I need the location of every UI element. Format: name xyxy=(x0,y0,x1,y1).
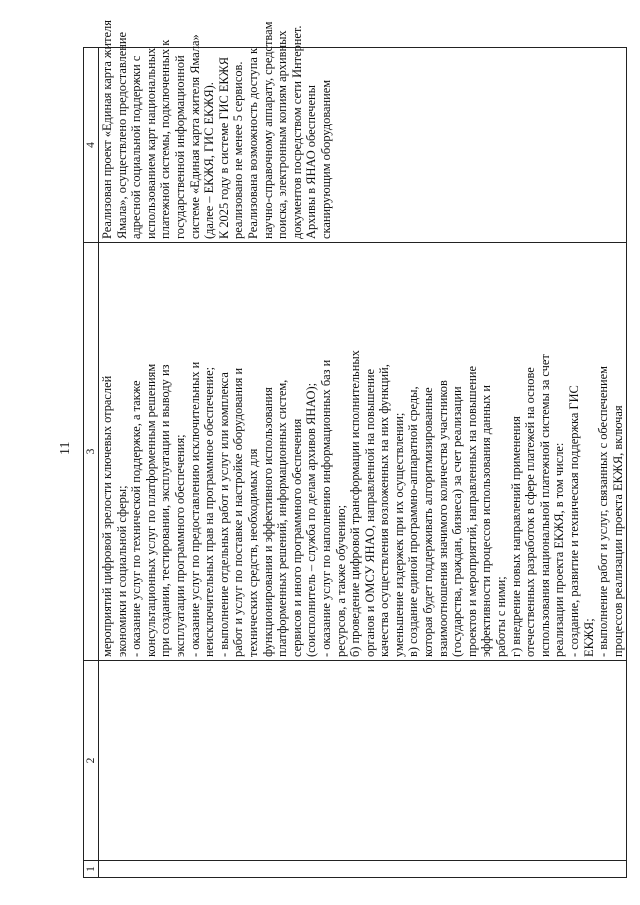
activity-line: (государства, граждан, бизнеса) за счет реализации xyxy=(450,386,465,657)
results-text xyxy=(100,20,334,239)
activity-line: отечественных разработок в сфере платежей на основе xyxy=(523,367,538,657)
activity-line: функционирования и эффективного использования xyxy=(260,387,275,657)
activity-line: проектов и мероприятий, направленных на повышение xyxy=(464,366,479,657)
table-header-row xyxy=(84,48,99,878)
activity-line: (соисполнитель – служба по делам архивов ЯНАО); xyxy=(304,382,319,657)
activity-line: г) внедрение новых направлений применения xyxy=(508,416,523,657)
result-line: К 2025 году в системе ГИС ЕКЖЯ xyxy=(216,56,231,239)
cell-col-4 xyxy=(99,20,627,243)
activity-line: реализации проекта ЕКЖЯ, в том числе: xyxy=(552,442,567,657)
activity-line: уменьшение издержек при их осуществлении; xyxy=(391,412,406,657)
table-row xyxy=(99,48,627,878)
result-line: Архивы в ЯНАО обеспечены xyxy=(304,85,319,239)
activity-line: процессов реализации проекта ЕКЖЯ, включая xyxy=(610,405,625,657)
activity-line: б) проведение цифровой трансформации исполнительных xyxy=(348,350,363,657)
activity-line: органов и ОМСУ ЯНАО, направленной на повышение xyxy=(362,369,377,657)
activity-line: мероприятий цифровой зрелости ключевых отраслей xyxy=(100,375,114,657)
result-line: реализовано не менее 5 сервисов. xyxy=(231,61,246,239)
activity-line: - создание, развитие и техническая поддержка ГИС xyxy=(567,385,581,657)
activity-line: ЕКЖЯ; xyxy=(581,618,596,657)
activity-line: в) создание единой программно-аппаратной среды, xyxy=(406,386,421,657)
cell-col-2 xyxy=(99,661,627,861)
result-line: государственной информационной xyxy=(172,55,187,239)
header-col-2: 2 xyxy=(84,661,99,861)
activity-line: - выполнение отдельных работ и услуг или комплекса xyxy=(216,372,231,657)
result-line: платежной системы, подключенных к xyxy=(158,39,173,239)
activity-line: работ и услуг по поставке и настройке оборудования и xyxy=(231,367,246,657)
activity-line: эффективности процессов использования данных и xyxy=(479,384,494,657)
activity-line: при создании, тестировании, эксплуатации и выводу из xyxy=(158,364,173,657)
activity-line: - выполнение работ и услуг, связанных с обеспечением xyxy=(596,365,611,657)
rotated-table-container xyxy=(83,20,625,878)
result-line: использованием карт национальных xyxy=(143,47,158,239)
activity-line: которая будет поддерживать алгоритмизированные xyxy=(421,387,436,657)
cell-col-1 xyxy=(99,861,627,878)
activity-line: использования национальной платежной системы за счет xyxy=(537,354,552,657)
result-line: поиска, электронным копиям архивных xyxy=(275,30,290,239)
result-line: научно-справочному аппарату, средствам xyxy=(260,21,275,239)
activity-line: ресурсов, а также обучению; xyxy=(333,504,348,657)
result-line: Реализована возможность доступа к xyxy=(245,47,260,239)
result-line: системе «Единая карта жителя Ямала» xyxy=(187,34,202,239)
activity-line: работы с ними; xyxy=(494,576,509,657)
activity-line: качества осуществления возложенных на них функций, xyxy=(377,364,392,657)
page-number: 11 xyxy=(58,441,73,455)
result-line: адресной социальной поддержки с xyxy=(129,55,144,239)
activity-line: эксплуатации программного обеспечения; xyxy=(172,434,187,657)
activities-text xyxy=(100,246,625,657)
header-col-4: 4 xyxy=(84,48,99,243)
activity-line: экономики и социальной сферы; xyxy=(114,485,129,657)
cell-col-3 xyxy=(99,243,627,661)
activity-line: консультационных услуг по платформенным решениям xyxy=(143,363,158,657)
activity-line: сервисов и иного программного обеспечения xyxy=(289,418,304,657)
activity-line: - оказание услуг по предоставлению исключительных и xyxy=(187,361,202,657)
activity-line: технических средств, необходимых для xyxy=(245,448,260,657)
result-line: (далее – ЕКЖЯ, ГИС ЕКЖЯ). xyxy=(202,82,217,239)
result-line: Реализован проект «Единая карта жителя xyxy=(100,20,114,239)
result-line: Ямала», осуществлено предоставление xyxy=(114,32,129,239)
header-col-1: 1 xyxy=(84,861,99,878)
program-table xyxy=(83,20,627,878)
result-line: документов посредством сети Интернет. xyxy=(289,25,304,239)
activity-line: взаимоотношения значимого количества участников xyxy=(435,380,450,657)
activity-line: - оказание услуг по технической поддержке, а также xyxy=(129,380,144,657)
activity-line: неисключительных прав на программное обеспечение; xyxy=(202,366,217,657)
result-line: сканирующим оборудованием xyxy=(318,79,333,239)
header-col-3: 3 xyxy=(84,243,99,661)
activity-line: платформенных решений, информационных систем, xyxy=(275,379,290,657)
activity-line: - оказание услуг по наполнению информационных баз и xyxy=(318,359,333,657)
